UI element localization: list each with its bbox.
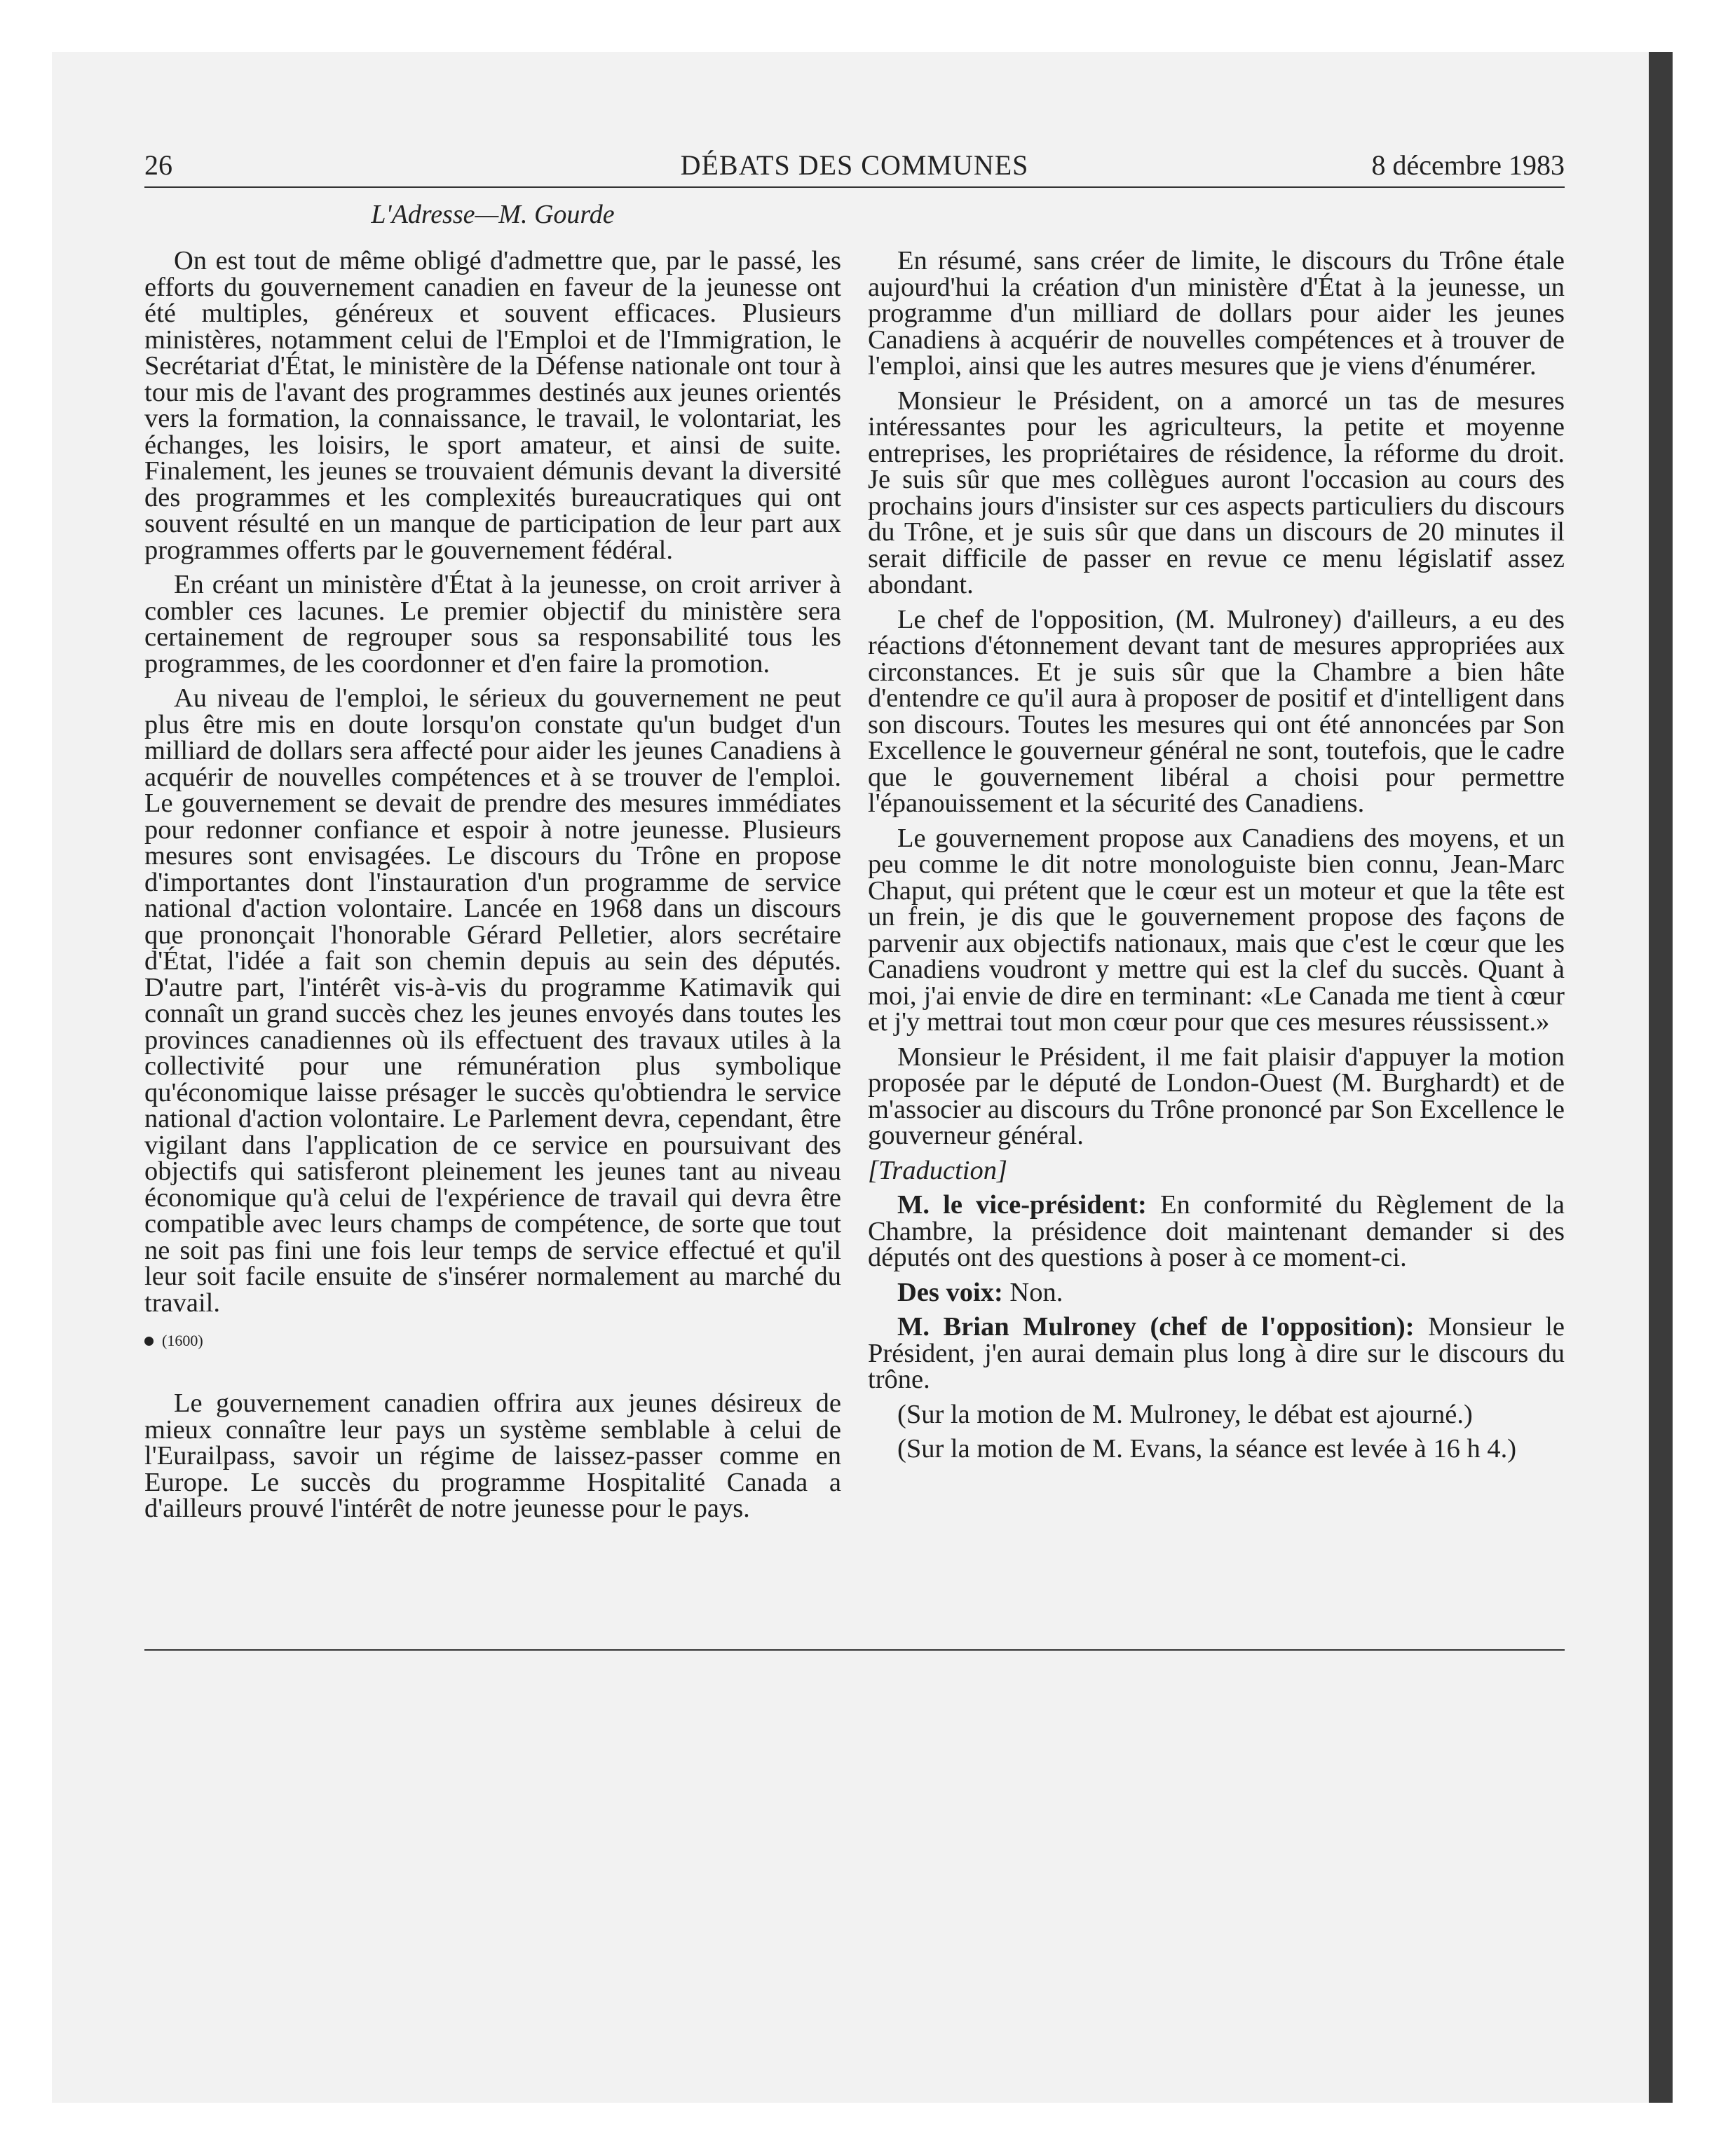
running-head: L'Adresse—M. Gourde bbox=[371, 200, 615, 229]
publication-title: DÉBATS DES COMMUNES bbox=[680, 149, 1029, 181]
left-column bbox=[144, 248, 841, 1531]
footer-rule bbox=[144, 1649, 1565, 1651]
procedural-note: (Sur la motion de M. Mulroney, le débat est ajourné.) bbox=[897, 1399, 1473, 1429]
paragraph: En résumé, sans créer de limite, le discours du Trône étale aujourd'hui la création d'un ministère d'État à la jeunesse, un programme d'un milliard de dollars pour aider les jeunes Canadiens à acquérir de nouvelles compétences et à trouver de l'emploi, ainsi que les autres mesures que je viens d'énumérer. bbox=[868, 246, 1565, 381]
speaker-name: M. Brian Mulroney (chef de l'opposition): bbox=[897, 1312, 1415, 1342]
header-date: 8 décembre 1983 bbox=[1371, 149, 1565, 181]
speech-text: En conformité du Règlement de la Chambre, la présidence doit maintenant demander si des députés ont des questions à poser à ce moment-ci. bbox=[868, 1190, 1565, 1272]
translation-note: [Traduction] bbox=[868, 1155, 1007, 1185]
paragraph: Monsieur le Président, on a amorcé un tas de mesures intéressantes pour les agriculteurs, la petite et moyenne entreprises, les propriétaires de résidence, la réforme du droit. Je suis sûr que mes collègues auront l'occasion au cours des prochains jours d'insister sur ces aspects particuliers du discours du Trône, et je suis sûr que dans un discours de 20 minutes il serait difficile de passer en revue ce menu législatif assez abondant. bbox=[868, 386, 1565, 599]
bullet-icon bbox=[144, 1337, 154, 1346]
speaker-name: M. le vice-président: bbox=[897, 1190, 1147, 1220]
speech-mulroney bbox=[868, 1314, 1565, 1393]
paragraph: On est tout de même obligé d'admettre que, par le passé, les efforts du gouvernement canadien en faveur de la jeunesse ont été multiples, généreux et souvent efficaces. Plusieurs ministères, notamment celui de l'Emploi et de l'Immigration, le Secrétariat d'État, le ministère de la Défense nationale ont tour à tour mis de l'avant des programmes destinés aux jeunes orientés vers la formation, la connaissance, le travail, le volontariat, les échanges, les loisirs, le sport amateur, et ainsi de suite. Finalement, les jeunes se trouvaient démunis devant la diversité des programmes et les complexités bureaucratiques qui ont souvent résulté en un manque de participation de leur part aux programmes offerts par le gouvernement fédéral. bbox=[144, 246, 841, 565]
paragraph: En créant un ministère d'État à la jeunesse, on croit arriver à combler ces lacunes. Le premier objectif du ministère sera certainement de regrouper sous sa responsabilité tous les programmes, de les coordonner et d'en faire la promotion. bbox=[144, 570, 841, 678]
speaker-name: Des voix: bbox=[897, 1277, 1003, 1307]
speech-text: Monsieur le Président, j'en aurai demain plus long à dire sur le discours du trône. bbox=[868, 1312, 1565, 1394]
page-number: 26 bbox=[144, 149, 172, 181]
speech-text: Non. bbox=[1002, 1277, 1063, 1307]
paragraph: Le gouvernement propose aux Canadiens des moyens, et un peu comme le dit notre monologuiste bien connu, Jean-Marc Chaput, qui prétent que le cœur est un moteur et que la tête est un frein, je dis que le gouvernement propose des façons de parvenir aux objectifs nationaux, mais que c'est le cœur que les Canadiens voudront y mettre qui est la clef du succès. Quant à moi, j'ai envie de dire en terminant: «Le Canada me tient à cœur et j'y mettrai tout mon cœur pour que ces mesures réussissent.» bbox=[868, 823, 1565, 1037]
time-marker bbox=[144, 1330, 841, 1351]
speech-vice-president bbox=[868, 1192, 1565, 1271]
header-rule bbox=[144, 186, 1565, 188]
right-column bbox=[868, 248, 1565, 1471]
time-marker-label: (1600) bbox=[162, 1332, 203, 1349]
paragraph: Au niveau de l'emploi, le sérieux du gouvernement ne peut plus être mis en doute lorsqu'on constate qu'un budget d'un milliard de dollars sera affecté pour aider les jeunes Canadiens à acquérir de nouvelles compétences et à se trouver de l'emploi. Le gouvernement se devait de prendre des mesures immédiates pour redonner confiance et espoir à notre jeunesse. Plusieurs mesures sont envisagées. Le discours du Trône en propose d'importantes dont l'instauration d'un programme de service national d'action volontaire. Lancée en 1968 dans un discours que prononçait l'honorable Gérard Pelletier, alors secrétaire d'État, l'idée a fait son chemin depuis au sein des députés. D'autre part, l'intérêt vis-à-vis du programme Katimavik qui connaît un grand succès chez les jeunes envoyés dans toutes les provinces canadiennes où ils effectuent des travaux utiles à la collectivité pour une rémunération plus symbolique qu'économique laisse présager le succès qu'obtiendra le service national d'action volontaire. Le Parlement devra, cependant, être vigilant dans l'application de ce service en poursuivant des objectifs qui satisferont pleinement les jeunes tant au niveau économique qu'à celui de l'expérience de travail qui devra être compatible avec leurs champs de compétence, de sorte que tout ne soit pas fini une fois leur temps de service effectué et qu'il leur soit facile ensuite de s'insérer normalement au marché du travail. bbox=[144, 683, 841, 1318]
speech-voices bbox=[868, 1277, 1565, 1307]
paragraph: Le chef de l'opposition, (M. Mulroney) d'ailleurs, a eu des réactions d'étonnement devant tant de mesures appropriées aux circonstances. Et je suis sûr que la Chambre a bien hâte d'entendre ce qu'il aura à proposer de positif et d'intelligent dans son discours. Toutes les mesures qui ont été annoncées par Son Excellence le gouverneur général ne sont, toutefois, que le cadre que le gouvernement libéral a choisi pour permettre l'épanouissement et la sécurité des Canadiens. bbox=[868, 604, 1565, 818]
scan-edge-shadow bbox=[1649, 52, 1673, 2103]
paragraph: Le gouvernement canadien offrira aux jeunes désireux de mieux connaître leur pays un système semblable à celui de l'Eurailpass, savoir un régime de laissez-passer comme en Europe. Le succès du programme Hospitalité Canada a d'ailleurs prouvé l'intérêt de notre jeunesse pour le pays. bbox=[144, 1389, 841, 1523]
page-header bbox=[144, 149, 1565, 189]
paragraph: Monsieur le Président, il me fait plaisir d'appuyer la motion proposée par le député de London-Ouest (M. Burghardt) et de m'associer au discours du Trône prononcé par Son Excellence le gouverneur général. bbox=[868, 1042, 1565, 1150]
procedural-note: (Sur la motion de M. Evans, la séance est levée à 16 h 4.) bbox=[897, 1434, 1517, 1464]
